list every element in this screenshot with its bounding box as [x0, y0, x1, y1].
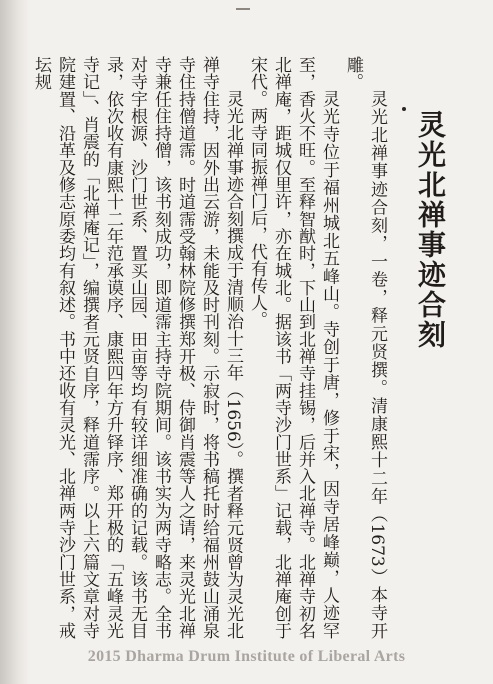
paragraph-2: 灵光寺位于福州城北五峰山。寺创于唐，修于宋，因寺居峰巅，人迹罕至，香火不旺。至释智猷时，下山到北禅寺挂锡，后并入北禅寺。北禅寺初名北禅庵，距城仅里许，亦在城北。据该书「两寺沙门世系」记载，北禅庵创于宋代。两寺同振禅门后，代有传人。	[247, 56, 339, 639]
document-title: 灵光北禅事迹合刻	[414, 110, 447, 350]
page-edge-shadow	[0, 0, 30, 684]
paragraph-1: 灵光北禅事迹合刻，一卷，释元贤撰。清康熙十二年（1673）本寺开雕。	[343, 56, 387, 639]
top-edge-mark	[236, 8, 250, 10]
heading-dot	[402, 107, 406, 111]
watermark: 2015 Dharma Drum Institute of Liberal Arts	[87, 648, 406, 665]
paragraph-3: 灵光北禅事迹合刻撰成于清顺治十三年（1656）。撰者释元贤曾为灵光北禅寺住持，因外出云游，未能及时刊刻。示寂时，将书稿托时给福州鼓山涌泉寺住持僧道霈。时道霈受翰林院修撰郑开极、侍御肖震等人之请，来灵光北禅寺兼任住持僧，该书刻成功，即道霈主持寺院期间。该书实为两寺略志。全书对寺宇根源、沙门世系、置买山园、田亩等均有较详细准确的记载。该书无目录，依次收有康熙十二年范承谟序、康熙四年方升铎序、郑开极的「五峰灵光寺记」、肖震的「北禅庵记」，编撰者元贤自序，释道霈序。以上六篇文章对寺院建置、沿革及修志原委均有叙述。书中还收有灵光、北禅两寺沙门世系，戒坛规	[31, 56, 243, 639]
body-text	[29, 56, 389, 639]
